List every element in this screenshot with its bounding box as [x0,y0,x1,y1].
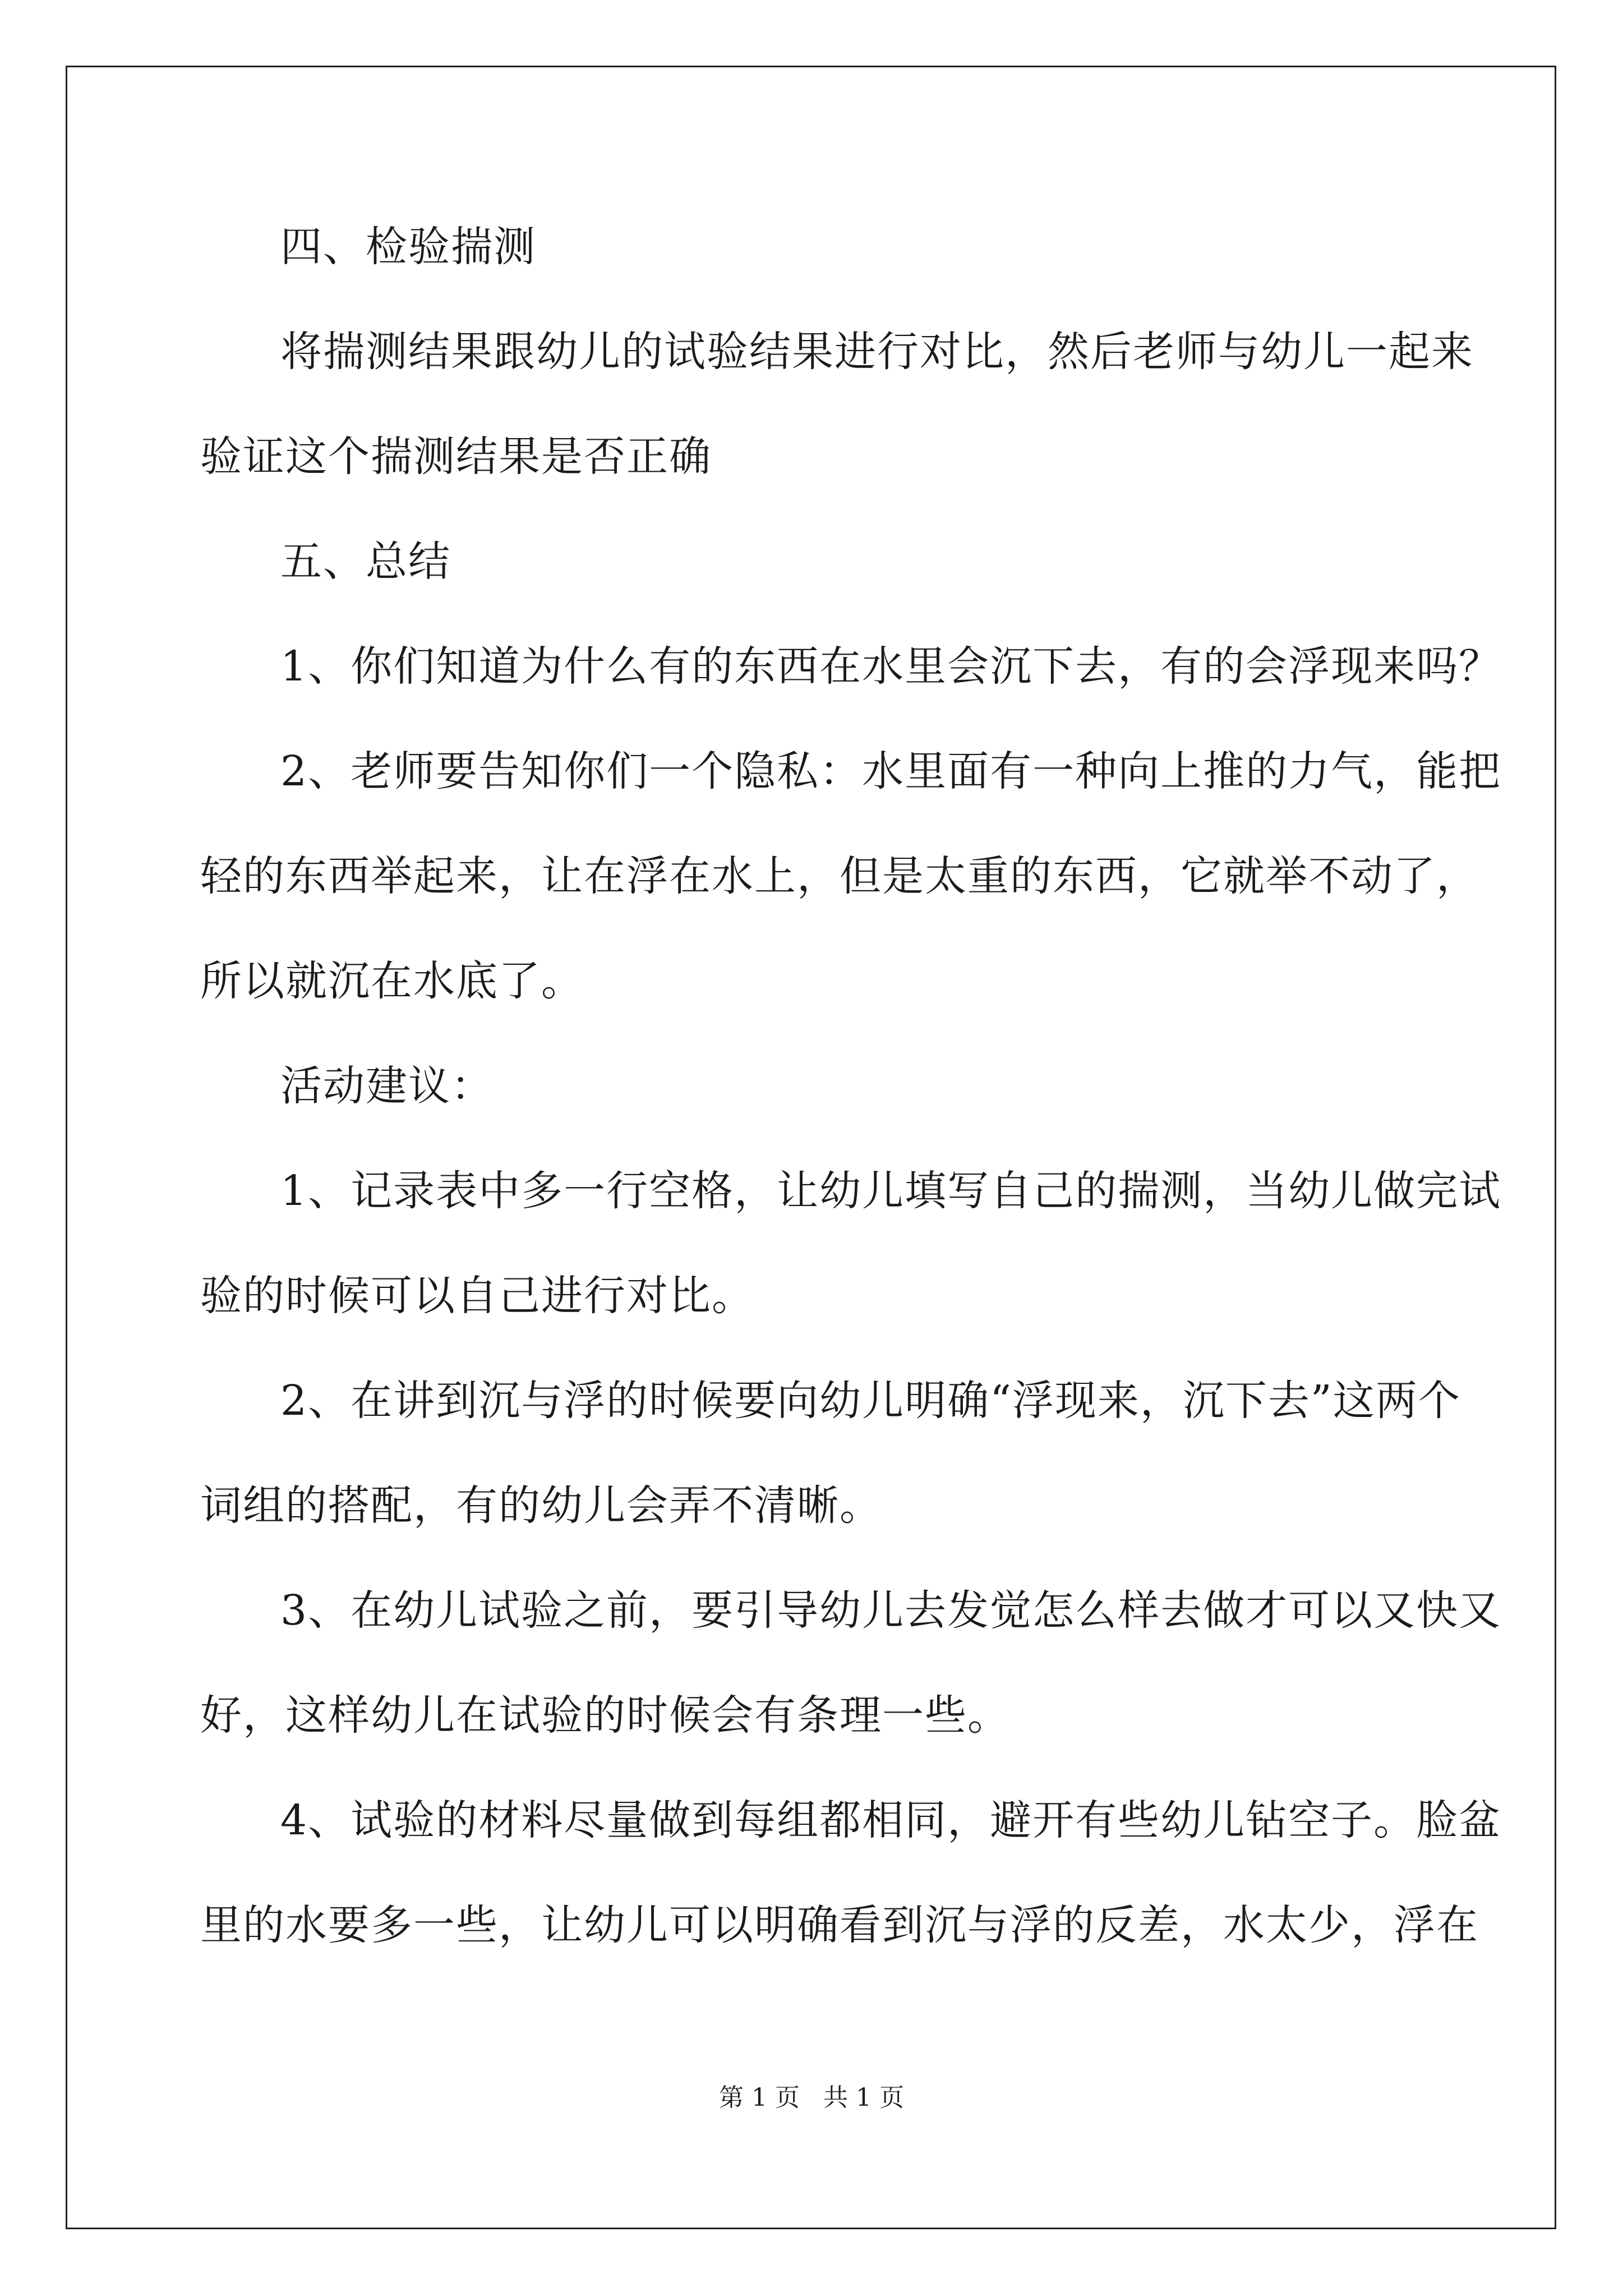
paragraph-line: 验的时候可以自己进行对比。 [200,1272,754,1320]
paragraph-line: 里的水要多一些，让幼儿可以明确看到沉与浮的反差，水太少，浮在 [200,1901,1479,1949]
heading-activity-suggestions: 活动建议： [280,1062,494,1110]
paragraph-line: 验证这个揣测结果是否正确 [200,432,712,481]
paragraph-line: 1、你们知道为什么有的东西在水里会沉下去，有的会浮现来吗？ [280,642,1502,691]
paragraph-line: 2、老师要告知你们一个隐私：水里面有一种向上推的力气，能把 [280,747,1502,795]
paragraph-line: 将揣测结果跟幼儿的试验结果进行对比，然后老师与幼儿一起来 [280,328,1474,376]
paragraph-line: 2、在讲到沉与浮的时候要向幼儿明确“浮现来，沉下去”这两个 [280,1377,1461,1425]
paragraph-line: 1、记录表中多一行空格，让幼儿填写自己的揣测，当幼儿做完试 [280,1167,1502,1215]
paragraph-line: 轻的东西举起来，让在浮在水上，但是太重的东西，它就举不动了， [200,852,1479,900]
heading-summary: 五、总结 [280,537,451,586]
page-footer: 第 1 页 共 1 页 [719,2083,904,2112]
heading-verify-guess: 四、检验揣测 [280,223,536,271]
paragraph-line: 词组的搭配，有的幼儿会弄不清晰。 [200,1481,882,1530]
paragraph-line: 所以就沉在水底了。 [200,957,584,1005]
paragraph-line: 3、在幼儿试验之前，要引导幼儿去发觉怎么样去做才可以又快又 [280,1586,1502,1635]
paragraph-line: 4、试验的材料尽量做到每组都相同，避开有些幼儿钻空子。脸盆 [280,1796,1502,1844]
paragraph-line: 好，这样幼儿在试验的时候会有条理一些。 [200,1691,1010,1740]
